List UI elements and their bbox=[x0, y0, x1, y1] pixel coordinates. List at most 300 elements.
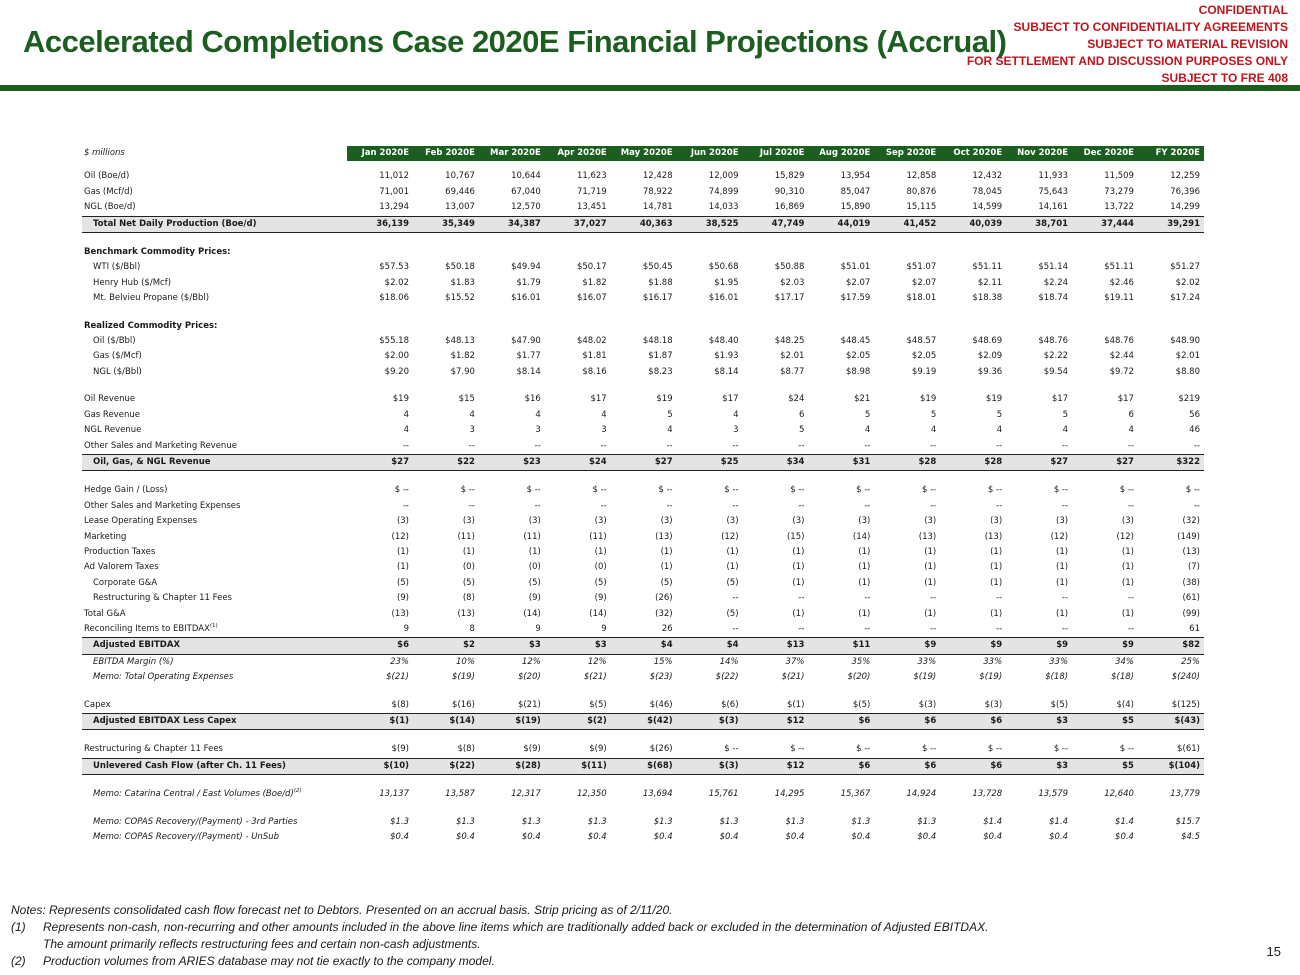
table-cell: (0) bbox=[462, 562, 475, 573]
table-cell: $51.07 bbox=[906, 262, 937, 273]
table-cell: $0.4 bbox=[719, 832, 739, 843]
confidentiality-notice bbox=[928, 2, 1288, 87]
table-cell: $24 bbox=[545, 454, 611, 470]
table-cell: (12) bbox=[721, 531, 739, 542]
table-cell: 11,933 bbox=[1038, 171, 1069, 182]
table-cell: $(9) bbox=[545, 742, 611, 758]
table-cell: $28 bbox=[874, 454, 940, 470]
table-cell: (13) bbox=[457, 608, 475, 619]
spacer-cell bbox=[82, 380, 1204, 392]
table-row bbox=[82, 423, 1204, 438]
table-row bbox=[82, 514, 1204, 529]
table-cell bbox=[1006, 245, 1072, 260]
row-label bbox=[82, 200, 347, 216]
table-cell: -- bbox=[545, 439, 611, 455]
row-label-text: Lease Operating Expenses bbox=[84, 516, 198, 527]
table-cell: (3) bbox=[462, 516, 475, 527]
table-cell: $19 bbox=[392, 394, 409, 405]
table-cell: $28 bbox=[940, 454, 1006, 470]
table-cell: 73,279 bbox=[1104, 186, 1134, 197]
table-cell: $ -- bbox=[1072, 742, 1138, 758]
table-cell: $11 bbox=[808, 638, 874, 654]
spacer-row bbox=[82, 161, 1204, 169]
table-cell: $51.11 bbox=[972, 262, 1003, 273]
table-cell: $18.01 bbox=[906, 293, 937, 304]
table-cell: (1) bbox=[990, 546, 1003, 557]
table-cell: $ -- bbox=[790, 485, 805, 496]
row-label bbox=[82, 349, 347, 364]
table-cell: (1) bbox=[792, 562, 805, 573]
table-cell: $27 bbox=[1072, 454, 1138, 470]
row-label-text: Oil ($/Bbl) bbox=[93, 336, 136, 347]
table-cell: $1.4 bbox=[983, 816, 1003, 827]
table-cell: $17 bbox=[590, 394, 607, 405]
table-cell: $18.74 bbox=[1038, 293, 1069, 304]
row-label bbox=[82, 499, 347, 514]
table-cell: (1) bbox=[462, 546, 475, 557]
table-cell: 4 bbox=[930, 425, 937, 436]
table-cell: 35% bbox=[851, 656, 871, 667]
table-cell: $1.3 bbox=[785, 816, 805, 827]
table-cell: (61) bbox=[1182, 593, 1200, 604]
table-row bbox=[82, 576, 1204, 591]
table-cell: 25% bbox=[1181, 656, 1200, 667]
table-cell: $1.79 bbox=[516, 277, 541, 288]
table-cell: $(104) bbox=[1138, 758, 1204, 774]
table-cell: $9 bbox=[874, 638, 940, 654]
table-cell: 33% bbox=[917, 656, 937, 667]
table-cell: $2.02 bbox=[1175, 277, 1200, 288]
table-cell: (5) bbox=[726, 608, 739, 619]
row-label-text: NGL ($/Bbl) bbox=[93, 366, 142, 377]
table-cell: $(6) bbox=[721, 699, 739, 710]
table-cell: $2.07 bbox=[846, 277, 871, 288]
table-cell: $27 bbox=[1006, 454, 1072, 470]
table-cell: $8.16 bbox=[582, 366, 607, 377]
table-cell: $(240) bbox=[1171, 672, 1200, 683]
table-cell: -- bbox=[534, 500, 541, 511]
table-cell: (14) bbox=[589, 608, 607, 619]
table-cell: $2.01 bbox=[780, 351, 805, 362]
row-label bbox=[82, 334, 347, 349]
table-cell: (1) bbox=[528, 546, 541, 557]
table-cell: -- bbox=[732, 500, 739, 511]
footnote-number: (1) bbox=[11, 920, 26, 934]
row-label bbox=[82, 439, 347, 455]
table-cell: (3) bbox=[660, 516, 673, 527]
table-cell: (1) bbox=[924, 546, 937, 557]
table-cell: $0.4 bbox=[917, 832, 937, 843]
spacer-cell bbox=[82, 775, 1204, 788]
table-cell: (15) bbox=[786, 531, 805, 542]
table-cell: 14,924 bbox=[906, 789, 937, 800]
table-cell: (7) bbox=[1187, 562, 1200, 573]
table-cell: 3 bbox=[535, 425, 541, 436]
total-row bbox=[82, 454, 1204, 470]
row-label bbox=[82, 216, 347, 232]
table-cell: $1.95 bbox=[714, 277, 739, 288]
table-cell: -- bbox=[1006, 439, 1072, 455]
table-cell: $(3) bbox=[984, 699, 1003, 710]
table-cell: $0.4 bbox=[653, 832, 673, 843]
table-cell: 13,137 bbox=[379, 789, 409, 800]
table-cell: $(8) bbox=[391, 699, 409, 710]
table-cell: 4 bbox=[403, 425, 409, 436]
spacer-cell bbox=[82, 307, 1204, 319]
table-cell: $1.3 bbox=[521, 816, 541, 827]
table-row bbox=[82, 245, 1204, 260]
table-cell: $(125) bbox=[1171, 699, 1200, 710]
table-cell: $9.36 bbox=[977, 366, 1003, 377]
table-cell bbox=[677, 245, 743, 260]
table-row bbox=[82, 349, 1204, 364]
table-cell: -- bbox=[864, 593, 871, 604]
table-cell: 12,428 bbox=[642, 171, 673, 182]
table-cell: $ -- bbox=[940, 742, 1006, 758]
table-cell: (1) bbox=[1121, 608, 1134, 619]
table-cell: 71,001 bbox=[379, 186, 409, 197]
row-label bbox=[82, 545, 347, 560]
table-cell: (13) bbox=[391, 608, 409, 619]
spacer-cell bbox=[82, 730, 1204, 743]
table-cell: 90,310 bbox=[774, 186, 805, 197]
table-cell: $1.3 bbox=[719, 816, 739, 827]
table-cell: $4 bbox=[677, 638, 743, 654]
row-label-text: Unlevered Cash Flow (after Ch. 11 Fees) bbox=[93, 760, 286, 771]
financial-projections-table bbox=[82, 146, 1204, 845]
table-cell: $6 bbox=[874, 758, 940, 774]
table-cell: 4 bbox=[469, 409, 475, 420]
table-cell: (1) bbox=[924, 562, 937, 573]
table-cell: 14,599 bbox=[972, 202, 1003, 213]
table-cell: -- bbox=[798, 500, 805, 511]
table-cell: -- bbox=[1127, 500, 1134, 511]
table-cell: (1) bbox=[990, 577, 1003, 588]
table-cell: 12,432 bbox=[972, 171, 1003, 182]
table-cell: $19 bbox=[920, 394, 937, 405]
table-cell: -- bbox=[1061, 593, 1069, 604]
table-cell: 5 bbox=[1062, 409, 1069, 420]
table-cell: $1.3 bbox=[455, 816, 475, 827]
table-cell: $17.59 bbox=[840, 293, 871, 304]
table-cell: 61 bbox=[1138, 622, 1204, 638]
table-row bbox=[82, 787, 1204, 802]
table-cell: $(16) bbox=[452, 699, 475, 710]
table-cell: $(3) bbox=[677, 758, 743, 774]
table-cell: $48.45 bbox=[840, 336, 871, 347]
table-cell: (1) bbox=[924, 608, 937, 619]
table-cell: 15,890 bbox=[840, 202, 871, 213]
table-cell: 12,350 bbox=[576, 789, 607, 800]
table-cell: (1) bbox=[792, 608, 805, 619]
row-label-text: Henry Hub ($/Mcf) bbox=[93, 277, 172, 288]
table-row bbox=[82, 607, 1204, 622]
table-cell: $16.01 bbox=[708, 293, 739, 304]
table-cell: $ -- bbox=[1053, 485, 1069, 496]
table-cell: $50.17 bbox=[576, 262, 607, 273]
table-cell bbox=[743, 319, 809, 334]
table-cell: $50.18 bbox=[445, 262, 475, 273]
table-cell: $48.13 bbox=[445, 336, 475, 347]
table-cell: $(43) bbox=[1138, 714, 1204, 730]
table-cell: 4 bbox=[864, 425, 871, 436]
table-cell: (1) bbox=[858, 608, 871, 619]
table-cell: 8 bbox=[413, 622, 479, 638]
table-cell: 12,259 bbox=[1170, 171, 1200, 182]
row-label-text: Hedge Gain / (Loss) bbox=[84, 485, 168, 496]
row-label bbox=[82, 365, 347, 380]
table-cell: $(1) bbox=[347, 714, 413, 730]
table-row bbox=[82, 291, 1204, 306]
table-cell: $(20) bbox=[847, 672, 871, 683]
table-cell: $(21) bbox=[386, 672, 409, 683]
row-label-text: WTI ($/Bbl) bbox=[93, 262, 141, 273]
column-header: May 2020E bbox=[611, 146, 677, 161]
table-cell: $(26) bbox=[611, 742, 677, 758]
table-cell: $27 bbox=[611, 454, 677, 470]
table-cell: (3) bbox=[792, 516, 805, 527]
table-cell: 12,570 bbox=[511, 202, 541, 213]
table-cell: $34 bbox=[743, 454, 809, 470]
table-cell: 11,509 bbox=[1104, 171, 1134, 182]
table-cell: $16 bbox=[524, 394, 541, 405]
row-label-text: Corporate G&A bbox=[93, 577, 158, 588]
table-cell: $9.72 bbox=[1109, 366, 1134, 377]
table-cell: 71,719 bbox=[576, 186, 607, 197]
table-cell: 5 bbox=[930, 409, 937, 420]
table-cell: 4 bbox=[1128, 425, 1134, 436]
table-cell: 10% bbox=[456, 656, 475, 667]
table-cell: (5) bbox=[528, 577, 541, 588]
table-cell bbox=[545, 245, 611, 260]
table-cell: (1) bbox=[660, 562, 673, 573]
table-cell: $(1) bbox=[786, 699, 805, 710]
table-cell: 4 bbox=[667, 425, 673, 436]
table-cell: $5 bbox=[1072, 758, 1138, 774]
table-cell: 5 bbox=[996, 409, 1003, 420]
table-cell: $(11) bbox=[545, 758, 611, 774]
table-cell: 6 bbox=[1128, 409, 1134, 420]
table-cell: (5) bbox=[726, 577, 739, 588]
table-cell: $27 bbox=[347, 454, 413, 470]
row-label-text: Total Net Daily Production (Boe/d) bbox=[93, 218, 257, 229]
table-row bbox=[82, 654, 1204, 670]
confidential-line: SUBJECT TO FRE 408 bbox=[1161, 71, 1288, 85]
total-row bbox=[82, 758, 1204, 774]
column-header: Oct 2020E bbox=[940, 146, 1006, 161]
table-cell bbox=[1006, 319, 1072, 334]
table-cell: (1) bbox=[858, 562, 871, 573]
table-cell: (32) bbox=[1182, 516, 1200, 527]
table-cell bbox=[940, 245, 1006, 260]
row-label-text: NGL Revenue bbox=[84, 425, 142, 436]
table-cell: (11) bbox=[457, 531, 475, 542]
table-cell bbox=[413, 245, 479, 260]
table-cell: $19 bbox=[985, 394, 1003, 405]
table-cell: -- bbox=[666, 500, 673, 511]
table-cell: -- bbox=[874, 622, 940, 638]
table-cell: (3) bbox=[528, 516, 541, 527]
table-cell: 37,027 bbox=[545, 216, 611, 232]
table-row bbox=[82, 742, 1204, 758]
table-cell bbox=[1138, 245, 1204, 260]
table-cell: 9 bbox=[479, 622, 545, 638]
spacer-row bbox=[82, 730, 1204, 743]
table-cell: (1) bbox=[1121, 577, 1134, 588]
table-cell: $22 bbox=[413, 454, 479, 470]
table-cell: (1) bbox=[990, 608, 1003, 619]
table-cell: 11,012 bbox=[379, 171, 409, 182]
table-row bbox=[82, 698, 1204, 714]
table-cell: (13) bbox=[984, 531, 1003, 542]
table-cell: -- bbox=[798, 593, 805, 604]
table-cell: $51.27 bbox=[1170, 262, 1200, 273]
table-cell: (1) bbox=[858, 577, 871, 588]
row-label-text: Production Taxes bbox=[84, 546, 156, 557]
table-cell: $6 bbox=[808, 714, 874, 730]
table-cell: $9 bbox=[1006, 638, 1072, 654]
table-cell: 14,781 bbox=[642, 202, 673, 213]
spacer-row bbox=[82, 380, 1204, 392]
table-cell: $(4) bbox=[1116, 699, 1134, 710]
table-cell bbox=[347, 245, 413, 260]
table-row bbox=[82, 334, 1204, 349]
table-cell: $15 bbox=[458, 394, 475, 405]
column-header: Jul 2020E bbox=[743, 146, 809, 161]
row-label bbox=[82, 714, 347, 730]
table-cell bbox=[545, 319, 611, 334]
table-cell: -- bbox=[1072, 439, 1138, 455]
table-cell: (5) bbox=[660, 577, 673, 588]
table-cell: $50.88 bbox=[774, 262, 805, 273]
table-cell: 4 bbox=[733, 409, 739, 420]
table-cell: (32) bbox=[655, 608, 673, 619]
table-cell: $8.77 bbox=[780, 366, 805, 377]
table-cell: $1.87 bbox=[648, 351, 673, 362]
row-label-text: Capex bbox=[84, 699, 111, 710]
table-cell: 12,317 bbox=[511, 789, 541, 800]
table-cell: $(21) bbox=[583, 672, 607, 683]
table-cell: (5) bbox=[594, 577, 607, 588]
table-row bbox=[82, 185, 1204, 200]
table-row bbox=[82, 670, 1204, 685]
table-cell: $(14) bbox=[413, 714, 479, 730]
page-number: 15 bbox=[1266, 944, 1281, 959]
table-cell: $12 bbox=[743, 758, 809, 774]
table-cell: $1.82 bbox=[582, 277, 607, 288]
table-cell: $4 bbox=[611, 638, 677, 654]
table-cell: $0.4 bbox=[1049, 832, 1069, 843]
table-cell: 15,829 bbox=[774, 171, 805, 182]
table-cell: 76,396 bbox=[1170, 186, 1200, 197]
table-cell: $6 bbox=[347, 638, 413, 654]
table-cell: $48.40 bbox=[708, 336, 739, 347]
table-cell: 46 bbox=[1189, 425, 1200, 436]
column-header: Aug 2020E bbox=[808, 146, 874, 161]
table-cell: $(20) bbox=[517, 672, 541, 683]
table-row bbox=[82, 560, 1204, 575]
column-header: Jan 2020E bbox=[347, 146, 413, 161]
table-cell: $ -- bbox=[724, 485, 739, 496]
table-cell: $ -- bbox=[460, 485, 475, 496]
table-row bbox=[82, 483, 1204, 498]
row-label-text: Other Sales and Marketing Revenue bbox=[84, 440, 237, 451]
table-cell: $15.52 bbox=[445, 293, 475, 304]
table-cell: $17 bbox=[722, 394, 739, 405]
table-cell: $3 bbox=[1006, 758, 1072, 774]
table-cell: 74,899 bbox=[708, 186, 739, 197]
table-cell: $8.80 bbox=[1175, 366, 1200, 377]
column-header: Feb 2020E bbox=[413, 146, 479, 161]
table-cell: 26 bbox=[611, 622, 677, 638]
table-row bbox=[82, 530, 1204, 545]
table-cell: -- bbox=[600, 500, 607, 511]
table-cell: $16.01 bbox=[511, 293, 541, 304]
table-cell: (5) bbox=[462, 577, 475, 588]
table-cell: (12) bbox=[391, 531, 409, 542]
footnote-2 bbox=[11, 953, 1011, 970]
table-cell: (1) bbox=[594, 546, 607, 557]
table-cell: $1.3 bbox=[917, 816, 937, 827]
table-cell: $19.11 bbox=[1104, 293, 1134, 304]
table-cell: 35,349 bbox=[413, 216, 479, 232]
row-label-text: Benchmark Commodity Prices: bbox=[84, 247, 231, 258]
table-cell: 9 bbox=[347, 622, 413, 638]
spacer-cell bbox=[82, 471, 1204, 484]
row-label bbox=[82, 260, 347, 275]
table-cell: 10,767 bbox=[445, 171, 475, 182]
table-cell: $7.90 bbox=[450, 366, 475, 377]
row-label-text: Adjusted EBITDAX Less Capex bbox=[93, 716, 237, 726]
table-cell: $2.07 bbox=[911, 277, 937, 288]
table-cell: $9.54 bbox=[1043, 366, 1069, 377]
table-cell: $ -- bbox=[856, 485, 871, 496]
table-cell: -- bbox=[940, 622, 1006, 638]
table-row bbox=[82, 622, 1204, 638]
table-cell: $17.17 bbox=[774, 293, 805, 304]
row-label-text: Adjusted EBITDAX bbox=[93, 640, 180, 651]
table-cell: $25 bbox=[677, 454, 743, 470]
row-label bbox=[82, 670, 347, 685]
table-cell: $2.02 bbox=[384, 277, 409, 288]
spacer-row bbox=[82, 307, 1204, 319]
table-cell: $0.4 bbox=[1115, 832, 1134, 843]
table-cell: (0) bbox=[594, 562, 607, 573]
row-label-text: Realized Commodity Prices: bbox=[84, 320, 218, 331]
spacer-cell bbox=[82, 803, 1204, 815]
table-cell: (1) bbox=[726, 562, 739, 573]
table-cell: $17.24 bbox=[1170, 293, 1200, 304]
table-cell: $21 bbox=[854, 394, 871, 405]
table-cell: (13) bbox=[655, 531, 673, 542]
table-cell bbox=[1072, 245, 1138, 260]
table-cell: $4.5 bbox=[1181, 832, 1200, 843]
table-cell: -- bbox=[347, 439, 413, 455]
table-cell: 4 bbox=[1062, 425, 1069, 436]
table-cell: $0.4 bbox=[455, 832, 475, 843]
table-row bbox=[82, 319, 1204, 334]
table-cell: 14,033 bbox=[708, 202, 739, 213]
table-cell: $0.4 bbox=[785, 832, 805, 843]
table-cell: $2.24 bbox=[1043, 277, 1069, 288]
table-cell: (3) bbox=[858, 516, 871, 527]
row-label-text: Restructuring & Chapter 11 Fees bbox=[93, 593, 232, 604]
table-cell: 6 bbox=[799, 409, 805, 420]
table-cell bbox=[611, 245, 677, 260]
spacer-cell bbox=[82, 161, 1204, 169]
table-cell: $17 bbox=[1117, 394, 1134, 405]
table-cell: $1.82 bbox=[450, 351, 475, 362]
